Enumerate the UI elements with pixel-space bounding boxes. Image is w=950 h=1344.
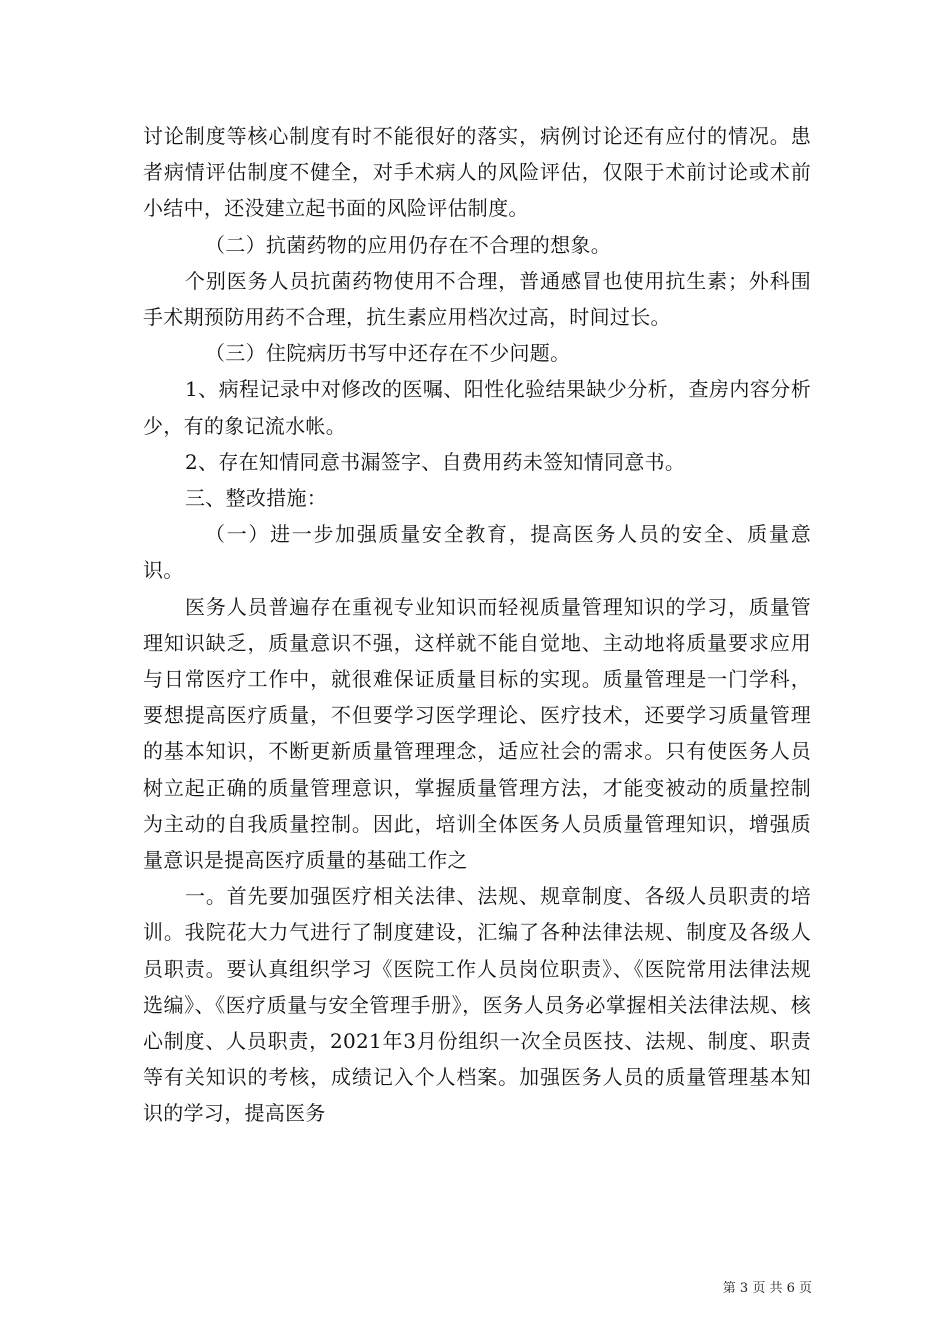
- page-number: 第 3 页 共 6 页: [722, 1281, 812, 1296]
- section-heading-medical-records: （三）住院病历书写中还存在不少问题。: [205, 341, 571, 366]
- section-heading-quality-education: （一）进一步加强质量安全教育，提高医务人员的安全、质量意识。: [143, 522, 811, 583]
- list-item-consent-forms: 2、存在知情同意书漏签字、自费用药未签知情同意书。: [185, 449, 686, 474]
- paragraph-continuation: 讨论制度等核心制度有时不能很好的落实，病例讨论还有应付的情况。患者病情评估制度不健全，对手术病人的风险评估，仅限于术前讨论或术前小结中，还没建立起书面的风险评估制度。: [143, 124, 811, 221]
- section-heading-antibiotics: （二）抗菌药物的应用仍存在不合理的想象。: [205, 232, 611, 257]
- document-body: [143, 118, 811, 1132]
- section-heading-rectification: 三、整改措施：: [185, 486, 328, 511]
- paragraph-quality-management: 医务人员普遍存在重视专业知识而轻视质量管理知识的学习，质量管理知识缺乏，质量意识不强，这样就不能自觉地、主动地将质量要求应用与日常医疗工作中，就很难保证质量目标的实现。质量管理是一门学科，要想提高医疗质量，不但要学习医学理论、医疗技术，还要学习质量管理的基本知识，不断更新质量管理理念，适应社会的需求。只有使医务人员树立起正确的质量管理意识，掌握质量管理方法，才能变被动的质量控制为主动的自我质量控制。因此，培训全体医务人员质量管理知识，增强质量意识是提高医疗质量的基础工作之: [143, 594, 811, 873]
- list-item-progress-notes: 1、病程记录中对修改的医嘱、阳性化验结果缺少分析，查房内容分析少，有的象记流水帐。: [143, 377, 811, 438]
- paragraph-legal-training: 一。首先要加强医疗相关法律、法规、规章制度、各级人员职责的培训。我院花大力气进行了制度建设，汇编了各种法律法规、制度及各级人员职责。要认真组织学习《医院工作人员岗位职责》、《医院常用法律法规选编》、《医疗质量与安全管理手册》，医务人员务必掌握相关法律法规、核心制度、人员职责，2021年3月份组织一次全员医技、法规、制度、职责等有关知识的考核，成绩记入个人档案。加强医务人员的质量管理基本知识的学习，提高医务: [143, 884, 811, 1126]
- paragraph-antibiotics-detail: 个别医务人员抗菌药物使用不合理，普通感冒也使用抗生素；外科围手术期预防用药不合理，抗生素应用档次过高，时间过长。: [143, 268, 811, 330]
